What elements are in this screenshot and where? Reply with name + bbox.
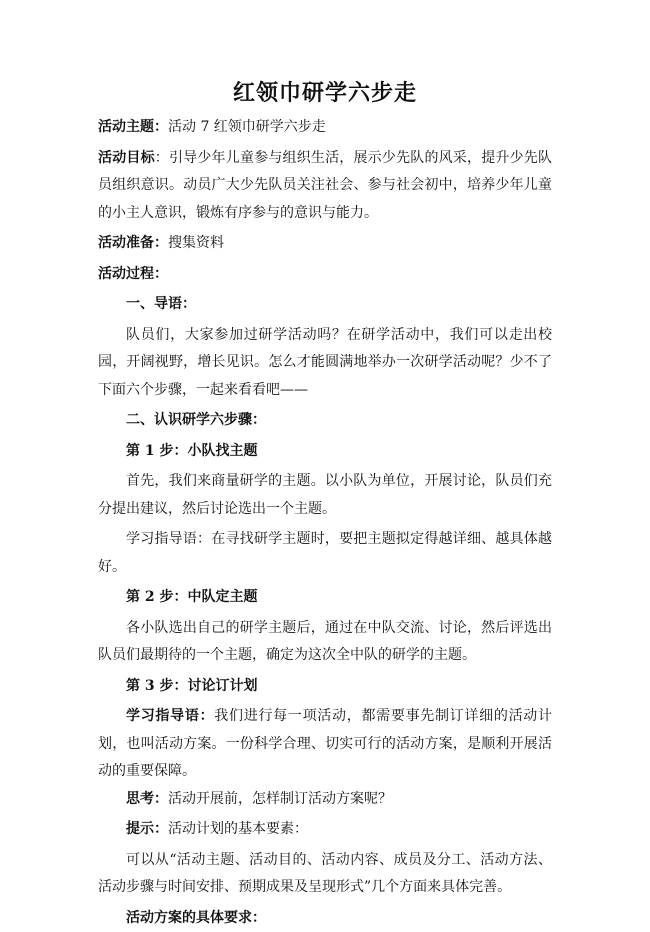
- step1-heading: 第 1 步：小队找主题: [98, 438, 552, 466]
- step3-requirements: 活动方案的具体要求：: [98, 905, 552, 932]
- step3-guide-label: 学习指导语：: [126, 708, 214, 724]
- activity-goal-text: ：引导少年儿童参与组织生活，展示少先队的风采，提升少先队员组织意识。动员广大少先队员关注社会、参与社会初中，培养少年儿童的小主人意识，锻炼有序参与的意识与能力。: [98, 150, 552, 221]
- section2-heading: 二、认识研学六步骤：: [98, 407, 552, 435]
- activity-prep: [98, 230, 552, 258]
- activity-theme-text: 活动 7 红领巾研学六步走: [168, 119, 326, 135]
- step3-elements: 可以从“活动主题、活动目的、活动内容、成员及分工、活动方法、活动步骤与时间安排、预期成果及呈现形式”几个方面来具体完善。: [98, 847, 552, 902]
- activity-process-label: 活动过程：: [98, 261, 552, 289]
- document-body: [98, 114, 552, 932]
- step3-tip-label: 提示：: [126, 821, 168, 837]
- step3-tip-text: 活动计划的基本要素：: [168, 821, 308, 837]
- step3-guide: [98, 703, 552, 786]
- section1-body: 队员们，大家参加过研学活动吗？在研学活动中，我们可以走出校园，开阔视野，增长见识。怎么才能圆满地举办一次研学活动呢？少不了下面六个步骤，一起来看看吧——: [98, 322, 552, 405]
- step3-think: [98, 786, 552, 814]
- activity-theme-label: 活动主题：: [98, 119, 168, 135]
- activity-prep-label: 活动准备：: [98, 235, 168, 251]
- step3-think-text: 活动开展前，怎样制订活动方案呢？: [168, 791, 392, 807]
- step3-heading: 第 3 步：讨论订计划: [98, 673, 552, 701]
- step1-guide: 学习指导语：在寻找研学主题时，要把主题拟定得越详细、越具体越好。: [98, 526, 552, 581]
- step3-guide-text: 我们进行每一项活动，都需要事先制订详细的活动计划，也叫活动方案。一份科学合理、切实可行的活动方案，是顺利开展活动的重要保障。: [98, 708, 552, 779]
- step1-body: 首先，我们来商量研学的主题。以小队为单位，开展讨论，队员们充分提出建议，然后讨论选出一个主题。: [98, 468, 552, 523]
- step3-tip: [98, 816, 552, 844]
- activity-theme: [98, 114, 552, 142]
- step2-heading: 第 2 步：中队定主题: [98, 584, 552, 612]
- activity-goal-label: 活动目标: [98, 150, 155, 166]
- activity-prep-text: 搜集资料: [168, 235, 224, 251]
- activity-goal: [98, 145, 552, 228]
- document-title: 红领巾研学六步走: [0, 78, 650, 108]
- step3-think-label: 思考：: [126, 791, 168, 807]
- section1-heading: 一、导语：: [98, 291, 552, 319]
- step2-body: 各小队选出自己的研学主题后，通过在中队交流、讨论，然后评选出队员们最期待的一个主题，确定为这次全中队的研学的主题。: [98, 615, 552, 670]
